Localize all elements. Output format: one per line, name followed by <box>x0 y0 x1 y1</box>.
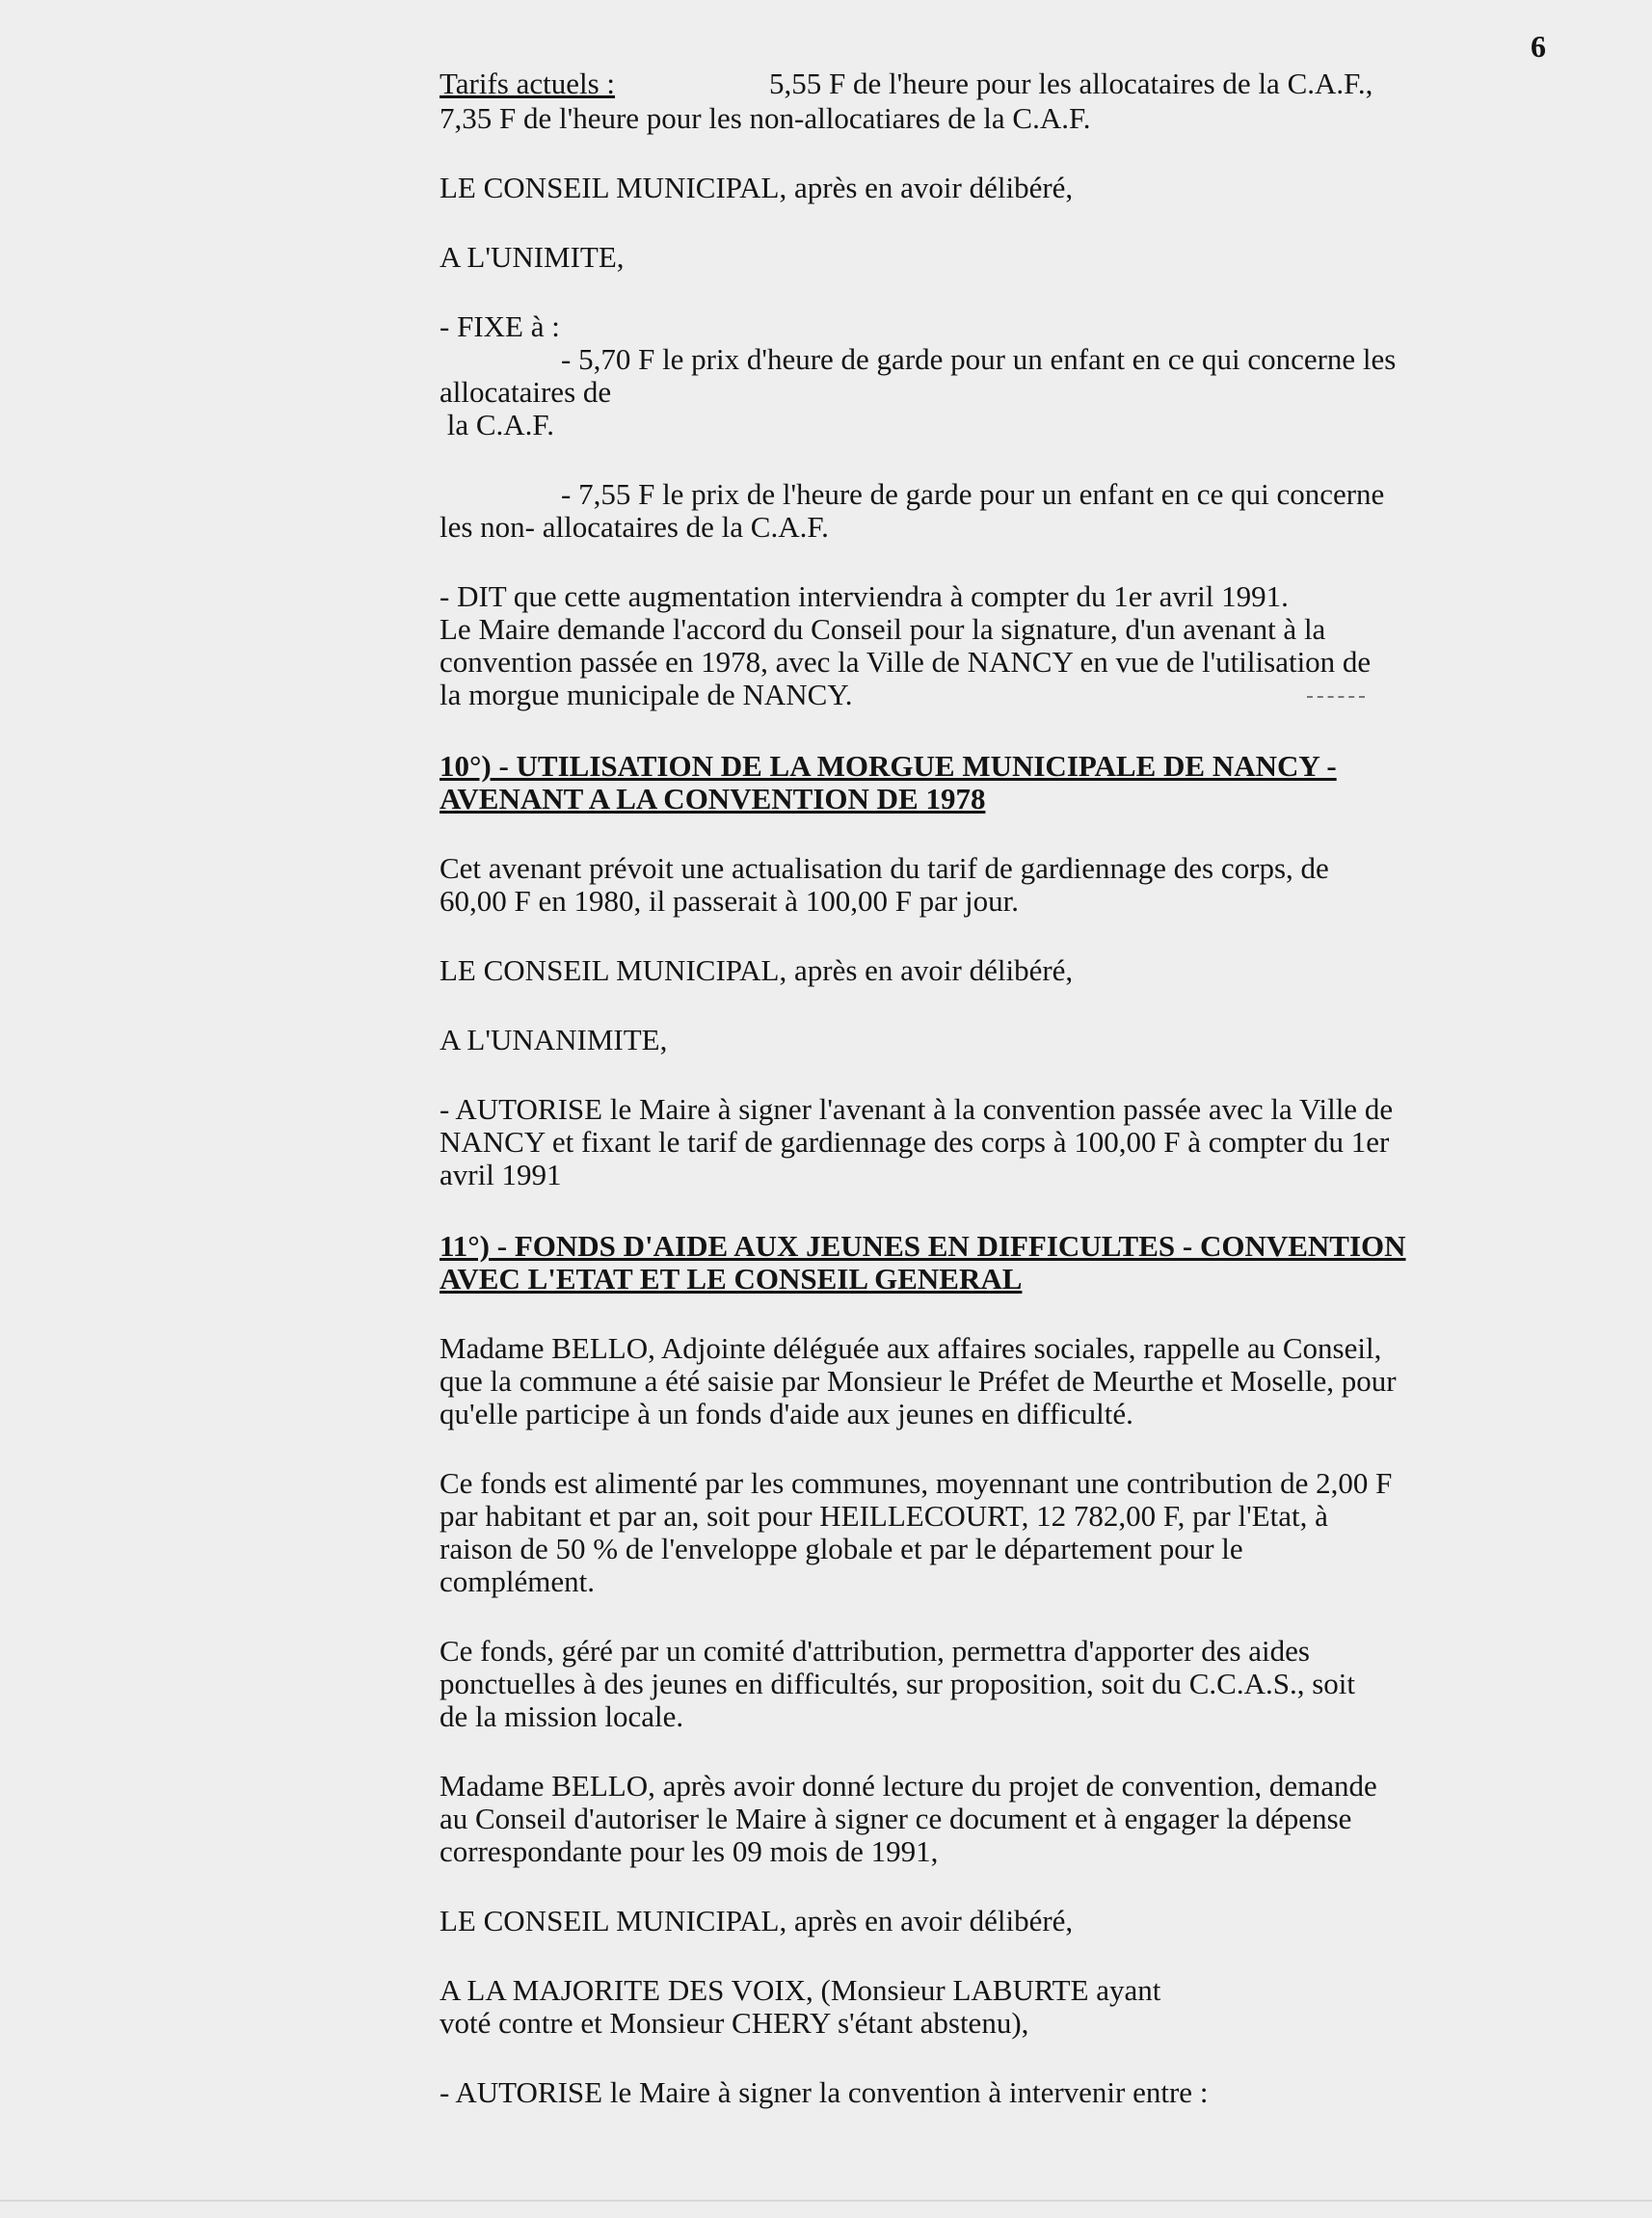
section11-p2-line2: par habitant et par an, soit pour HEILLECOURT, 12 782,00 F, par l'Etat, à <box>440 1499 1328 1533</box>
section11-p2-line1: Ce fonds est alimenté par les communes, moyennant une contribution de 2,00 F <box>440 1466 1393 1500</box>
vote-result-3-line2: voté contre et Monsieur CHERY s'étant abstenu), <box>440 2006 1029 2040</box>
section10-auth-line3: avril 1991 <box>440 1158 562 1191</box>
document-body <box>440 67 1558 2109</box>
section11-auth: - AUTORISE le Maire à signer la convention à intervenir entre : <box>440 2075 1209 2109</box>
section11-p2-line4: complément. <box>440 1564 595 1598</box>
section11-p3-line1: Ce fonds, géré par un comité d'attribution, permettra d'apporter des aides <box>440 1634 1310 1668</box>
tarifs-row <box>440 67 1558 102</box>
tarifs-label: Tarifs actuels : <box>440 67 616 100</box>
price1-line1: - 5,70 F le prix d'heure de garde pour un enfant en ce qui concerne les <box>561 342 1397 376</box>
maire-line2: convention passée en 1978, avec la Ville de NANCY en vue de l'utilisation de <box>440 645 1372 679</box>
section10-text-line2: 60,00 F en 1980, il passerait à 100,00 F par jour. <box>440 884 1019 918</box>
section11-heading-line2: AVEC L'ETAT ET LE CONSEIL GENERAL <box>440 1262 1023 1296</box>
price2-line2: les non- allocataires de la C.A.F. <box>440 510 829 544</box>
vote-result-1: A L'UNIMITE, <box>440 240 625 274</box>
maire-line1: Le Maire demande l'accord du Conseil pour la signature, d'un avenant à la <box>440 612 1326 646</box>
section10-auth-line2: NANCY et fixant le tarif de gardiennage des corps à 100,00 F à compter du 1er <box>440 1125 1390 1159</box>
section11-p1-line1: Madame BELLO, Adjointe déléguée aux affaires sociales, rappelle au Conseil, <box>440 1331 1382 1365</box>
price2-line1: - 7,55 F le prix de l'heure de garde pour un enfant en ce qui concerne <box>561 477 1385 511</box>
price1-line3: la C.A.F. <box>440 408 554 441</box>
council-deliberation-3: LE CONSEIL MUNICIPAL, après en avoir délibéré, <box>440 1904 1074 1937</box>
council-deliberation-2: LE CONSEIL MUNICIPAL, après en avoir délibéré, <box>440 953 1074 987</box>
page-number: 6 <box>1531 29 1546 64</box>
fixe-label: - FIXE à : <box>440 309 560 343</box>
section11-p3-line3: de la mission locale. <box>440 1699 684 1733</box>
section11-heading-line1: 11°) - FONDS D'AIDE AUX JEUNES EN DIFFICULTES - CONVENTION <box>440 1229 1406 1263</box>
price1-line2: allocataires de <box>440 375 612 409</box>
section11-p2-line3: raison de 50 % de l'enveloppe globale et par le département pour le <box>440 1532 1243 1565</box>
section11-p3-line2: ponctuelles à des jeunes en difficultés, sur proposition, soit du C.C.A.S., soit <box>440 1667 1356 1700</box>
section10-heading-line2: AVENANT A LA CONVENTION DE 1978 <box>440 782 986 815</box>
section11-p4-line1: Madame BELLO, après avoir donné lecture du projet de convention, demande <box>440 1769 1377 1803</box>
maire-line3: la morgue municipale de NANCY. <box>440 678 853 711</box>
vote-result-2: A L'UNANIMITE, <box>440 1023 668 1056</box>
section10-auth-line1: - AUTORISE le Maire à signer l'avenant à la convention passée avec la Ville de <box>440 1092 1394 1126</box>
vote-result-3-line1: A LA MAJORITE DES VOIX, (Monsieur LABURTE ayant <box>440 1973 1161 2007</box>
dit-line: - DIT que cette augmentation interviendra à compter du 1er avril 1991. <box>440 579 1289 613</box>
section10-heading-line1: 10°) - UTILISATION DE LA MORGUE MUNICIPALE DE NANCY - <box>440 749 1337 783</box>
council-deliberation-1: LE CONSEIL MUNICIPAL, après en avoir délibéré, <box>440 171 1074 204</box>
section11-p4-line2: au Conseil d'autoriser le Maire à signer ce document et à engager la dépense <box>440 1802 1352 1835</box>
section11-p4-line3: correspondante pour les 09 mois de 1991, <box>440 1834 939 1868</box>
section10-text-line1: Cet avenant prévoit une actualisation du tarif de gardiennage des corps, de <box>440 851 1329 885</box>
page-bottom-edge <box>0 2200 1652 2202</box>
section11-p1-line2: que la commune a été saisie par Monsieur le Préfet de Meurthe et Moselle, pour <box>440 1364 1397 1398</box>
tarif-non-allocataires: 7,35 F de l'heure pour les non-allocatiares de la C.A.F. <box>440 101 1091 135</box>
tarif-allocataires: 5,55 F de l'heure pour les allocataires de la C.A.F., <box>769 67 1373 100</box>
section11-p1-line3: qu'elle participe à un fonds d'aide aux jeunes en difficulté. <box>440 1397 1133 1430</box>
